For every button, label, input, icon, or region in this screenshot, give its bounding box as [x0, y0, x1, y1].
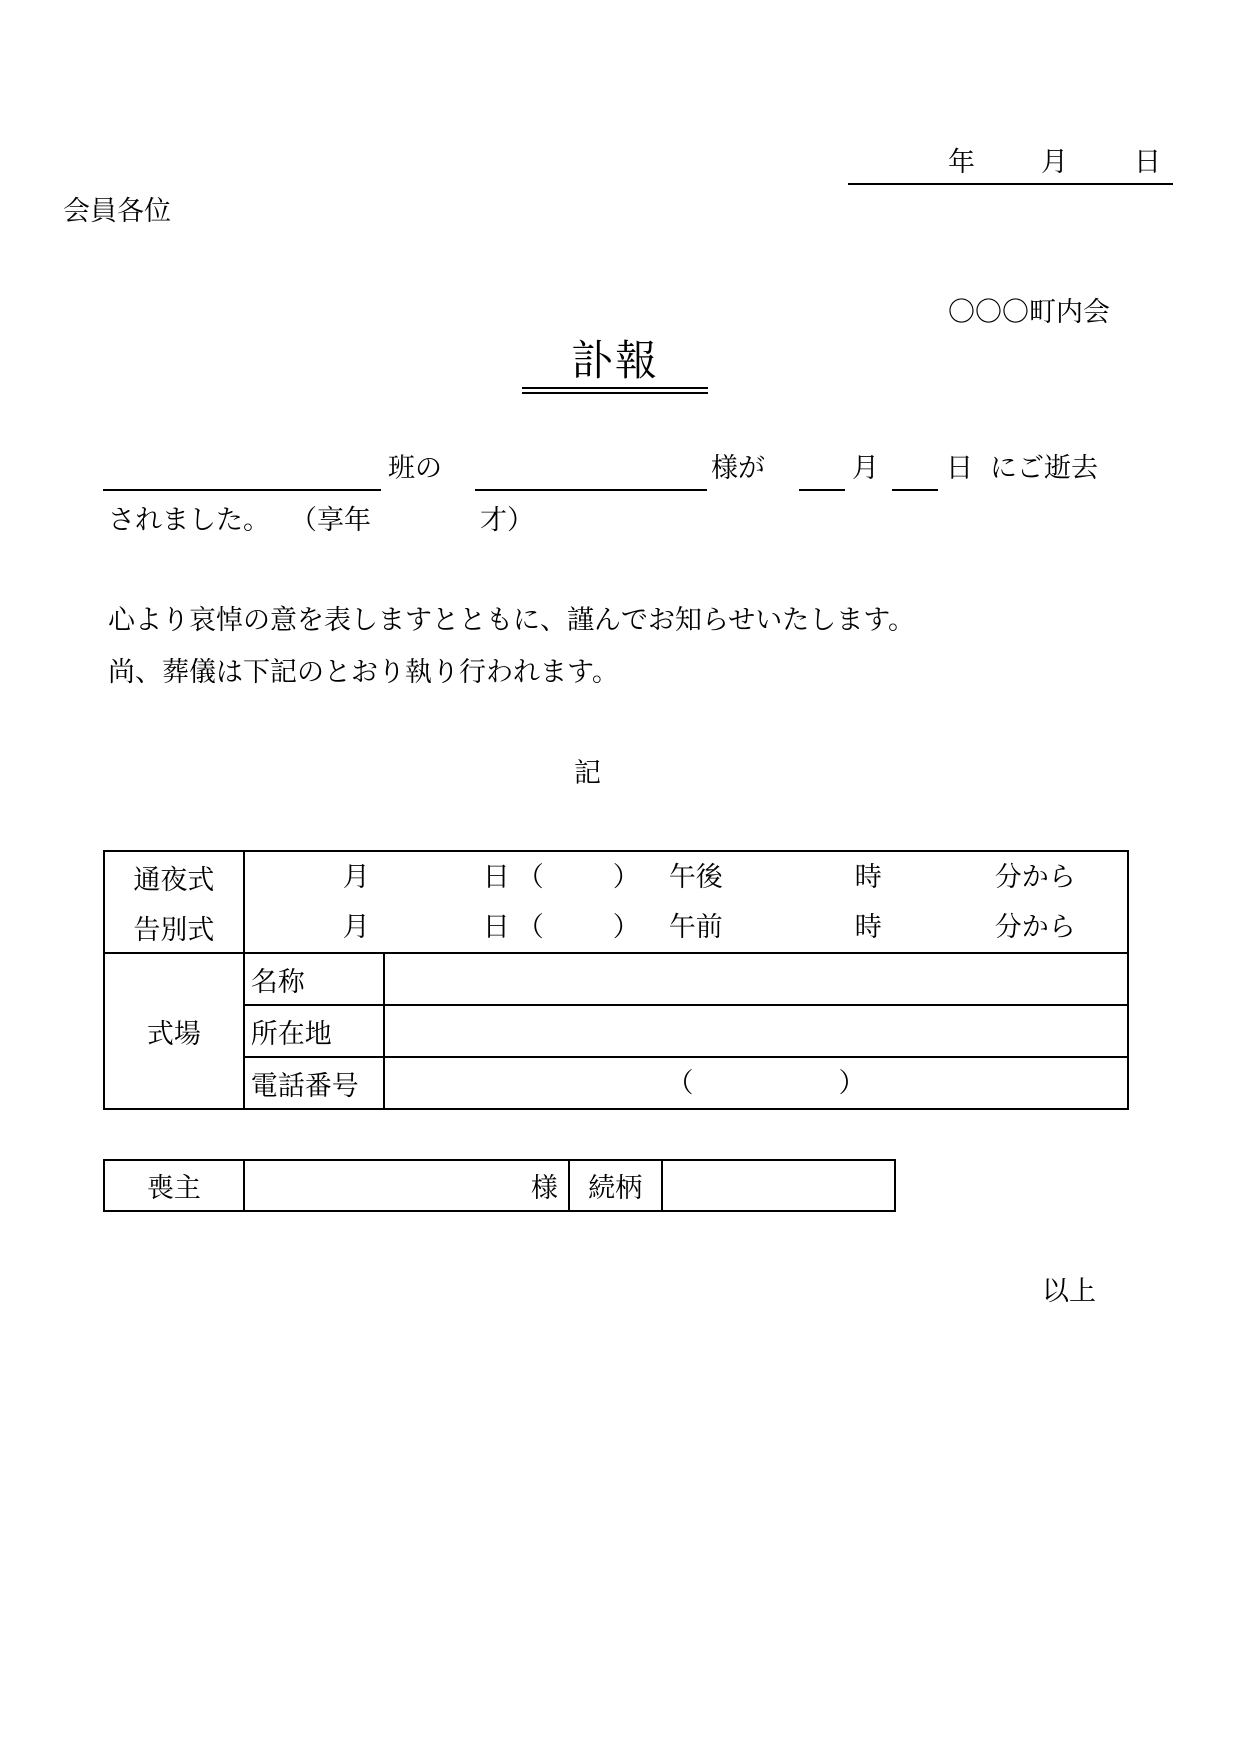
- venue-phone-value: [384, 1057, 1128, 1109]
- sama-ga-label: 様が: [711, 453, 765, 484]
- intro-month-label: 月: [852, 453, 879, 484]
- date-month-label: 月: [1041, 147, 1068, 178]
- passed-label: にご逝去: [990, 453, 1098, 484]
- wake-paren-close: ）: [612, 862, 640, 893]
- funeral-month: 月: [342, 912, 370, 943]
- han-label: 班の: [388, 453, 442, 484]
- funeral-paren-close: ）: [612, 912, 640, 943]
- addressee: 会員各位: [63, 196, 171, 227]
- wake-ampm: 午後: [668, 862, 723, 893]
- ki-label: 記: [574, 758, 601, 789]
- mourner-label: 喪主: [104, 1160, 244, 1211]
- title-block: [522, 336, 708, 385]
- mourner-name-cell: [244, 1160, 569, 1211]
- name-blank: [475, 489, 707, 491]
- wake-hour: 時: [854, 862, 882, 893]
- sender: 〇〇〇町内会: [948, 297, 1110, 328]
- venue-address-label: 所在地: [244, 1005, 384, 1057]
- funeral-hour: 時: [854, 912, 882, 943]
- page-title: 訃報: [570, 336, 659, 385]
- intro-day-label: 日: [946, 453, 973, 484]
- wake-row: [104, 851, 1128, 902]
- wake-minute: 分から: [994, 862, 1076, 893]
- wake-day: 日: [482, 862, 510, 893]
- month-blank: [799, 489, 845, 491]
- day-blank: [892, 489, 938, 491]
- intro-line2: されました。: [108, 505, 270, 536]
- date-year-label: 年: [948, 147, 975, 178]
- venue-name-label: 名称: [244, 953, 384, 1005]
- wake-paren-open: （: [516, 862, 544, 893]
- venue-label: 式場: [104, 953, 244, 1109]
- han-blank: [103, 489, 381, 491]
- date-underline: [848, 183, 1173, 185]
- venue-phone-label: 電話番号: [244, 1057, 384, 1109]
- body-line1: 心より哀悼の意を表しますとともに、謹んでお知らせいたします。: [108, 605, 916, 636]
- venue-phone-row: [104, 1057, 1128, 1109]
- phone-paren-open: （: [666, 1068, 694, 1099]
- phone-paren-close: ）: [838, 1068, 866, 1099]
- relation-value: [662, 1160, 895, 1211]
- venue-address-value: [384, 1005, 1128, 1057]
- venue-name-value: [384, 953, 1128, 1005]
- venue-address-row: [104, 1005, 1128, 1057]
- wake-month: 月: [342, 862, 370, 893]
- funeral-ampm: 午前: [668, 912, 723, 943]
- funeral-row: [104, 902, 1128, 953]
- age-close: 才）: [480, 505, 534, 536]
- mourner-row: [104, 1160, 895, 1211]
- age-open: （享年: [290, 505, 371, 536]
- relation-label: 続柄: [569, 1160, 662, 1211]
- schedule-table: [103, 850, 1129, 1110]
- funeral-minute: 分から: [994, 912, 1076, 943]
- date-day-label: 日: [1134, 147, 1161, 178]
- funeral-datetime-cell: [244, 902, 1128, 953]
- title-underline-2: [522, 392, 708, 394]
- closing: 以上: [1042, 1276, 1096, 1307]
- funeral-label: 告別式: [104, 902, 244, 953]
- funeral-day: 日: [482, 912, 510, 943]
- wake-datetime-cell: [244, 851, 1128, 902]
- title-underline-1: [522, 387, 708, 389]
- body-line2: 尚、葬儀は下記のとおり執り行われます。: [108, 657, 619, 688]
- mourner-table: [103, 1159, 896, 1212]
- mourner-sama: 様: [530, 1173, 558, 1204]
- wake-label: 通夜式: [104, 851, 244, 902]
- funeral-paren-open: （: [516, 912, 544, 943]
- venue-name-row: [104, 953, 1128, 1005]
